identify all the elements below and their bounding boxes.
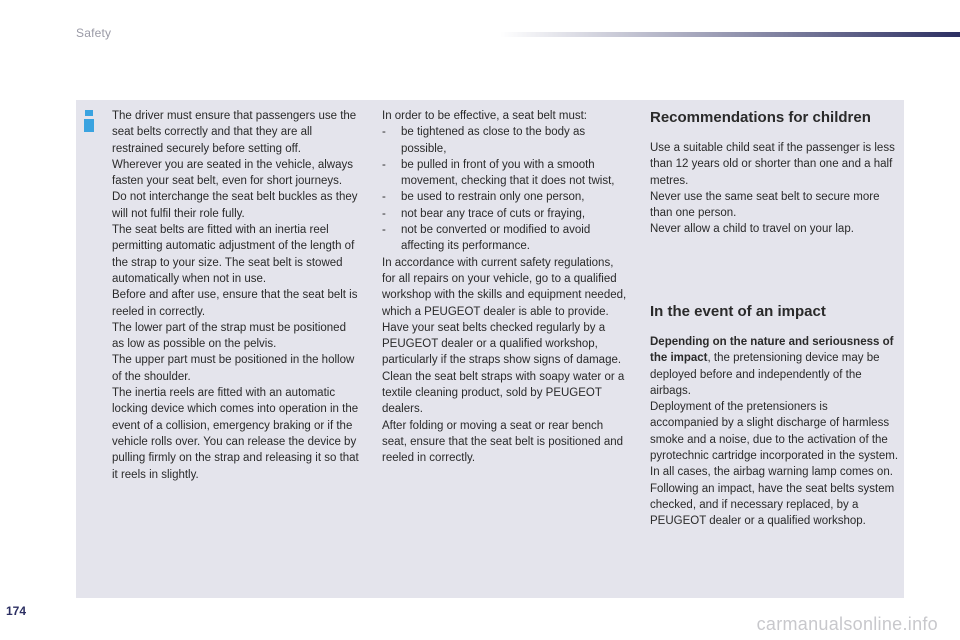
column-seat-belt-effectiveness [382, 108, 628, 467]
list-item [382, 206, 628, 222]
dash-marker: - [382, 126, 386, 139]
paragraph: Have your seat belts checked regularly by a PEUGEOT dealer or a qualified workshop, particularly if the straps show signs of damage. [382, 321, 622, 367]
column-seat-belt-usage [112, 108, 360, 483]
paragraph: In all cases, the airbag warning lamp comes on. [650, 466, 893, 479]
list-item-text: be pulled in front of you with a smooth movement, checking that it does not twist, [401, 158, 615, 188]
impact-lead [650, 334, 898, 399]
heading-children: Recommendations for children [650, 109, 871, 126]
list-item [382, 222, 628, 255]
paragraph: The upper part must be positioned in the hollow of the shoulder. [112, 354, 355, 383]
heading-impact: In the event of an impact [650, 303, 826, 320]
list-item [382, 124, 628, 157]
header-bar [500, 32, 960, 37]
list-item-text: not bear any trace of cuts or fraying, [401, 207, 586, 220]
requirements-list [382, 124, 628, 254]
paragraph: Never allow a child to travel on your lap. [650, 223, 854, 236]
list-item-text: be used to restrain only one person, [401, 191, 585, 204]
dash-marker: - [382, 224, 386, 237]
paragraph: Following an impact, have the seat belts system checked, and if necessary replaced, by a PEUGEOT dealer or a qualified workshop. [650, 482, 895, 528]
paragraph: The inertia reels are fitted with an automatic locking device which comes into operation in the event of a collision, emergency braking or if the vehicle rolls over. You can release the device by pulling firmly on the strap and releasing it so that it reels in slightly. [112, 387, 359, 481]
dash-marker: - [382, 191, 386, 204]
paragraph: Do not interchange the seat belt buckles as they will not fulfil their role fully. [112, 191, 358, 220]
column-children [650, 108, 898, 238]
intro-text: In order to be effective, a seat belt must: [382, 110, 587, 122]
paragraph: In accordance with current safety regulations, for all repairs on your vehicle, go to a qualified workshop with the skills and equipment needed, which a PEUGEOT dealer is able to provide. [382, 256, 627, 318]
paragraph: Clean the seat belt straps with soapy water or a textile cleaning product, sold by PEUGEOT dealers. [382, 370, 625, 416]
paragraph: The seat belts are fitted with an inertia reel permitting automatic adjustment of the length of the strap to your size. The seat belt is stowed automatically when not in use. [112, 224, 355, 285]
paragraph: The lower part of the strap must be positioned as low as possible on the pelvis. [112, 321, 346, 351]
dash-marker: - [382, 207, 386, 220]
impact-lead-rest: , the pretensioning device may be deployed before and independently of the airbags. [650, 352, 880, 397]
paragraph: Use a suitable child seat if the passenger is less than 12 years old or shorter than one and a half metres. [650, 142, 895, 187]
paragraph: Deployment of the pretensioners is accompanied by a slight discharge of harmless smoke and a noise, due to the activation of the pyrotechnic cartridge incorporated in the system. [650, 401, 899, 463]
paragraph: The driver must ensure that passengers use the seat belts correctly and that they are all restrained securely before setting off. [112, 110, 357, 155]
info-icon-dot [85, 110, 93, 116]
paragraph: Wherever you are seated in the vehicle, always fasten your seat belt, even for short journeys. [112, 158, 353, 188]
list-item-text: not be converted or modified to avoid affecting its performance. [401, 224, 591, 253]
info-icon-stem [84, 119, 94, 132]
watermark: carmanualsonline.info [756, 614, 938, 634]
list-item [382, 157, 628, 190]
paragraph: After folding or moving a seat or rear bench seat, ensure that the seat belt is positioned and reeled in correctly. [382, 419, 624, 465]
dash-marker: - [382, 158, 386, 171]
impact-lead-bold: Depending on the nature and seriousness of the impact [650, 336, 894, 365]
paragraph: Before and after use, ensure that the seat belt is reeled in correctly. [112, 289, 358, 318]
paragraph: Never use the same seat belt to secure more than one person. [650, 190, 880, 220]
page-number: 174 [6, 604, 27, 618]
list-item-text: be tightened as close to the body as possible, [401, 126, 586, 155]
info-icon [84, 110, 98, 132]
section-impact [650, 302, 898, 530]
section-title: Safety [76, 26, 112, 40]
list-item [382, 189, 628, 205]
